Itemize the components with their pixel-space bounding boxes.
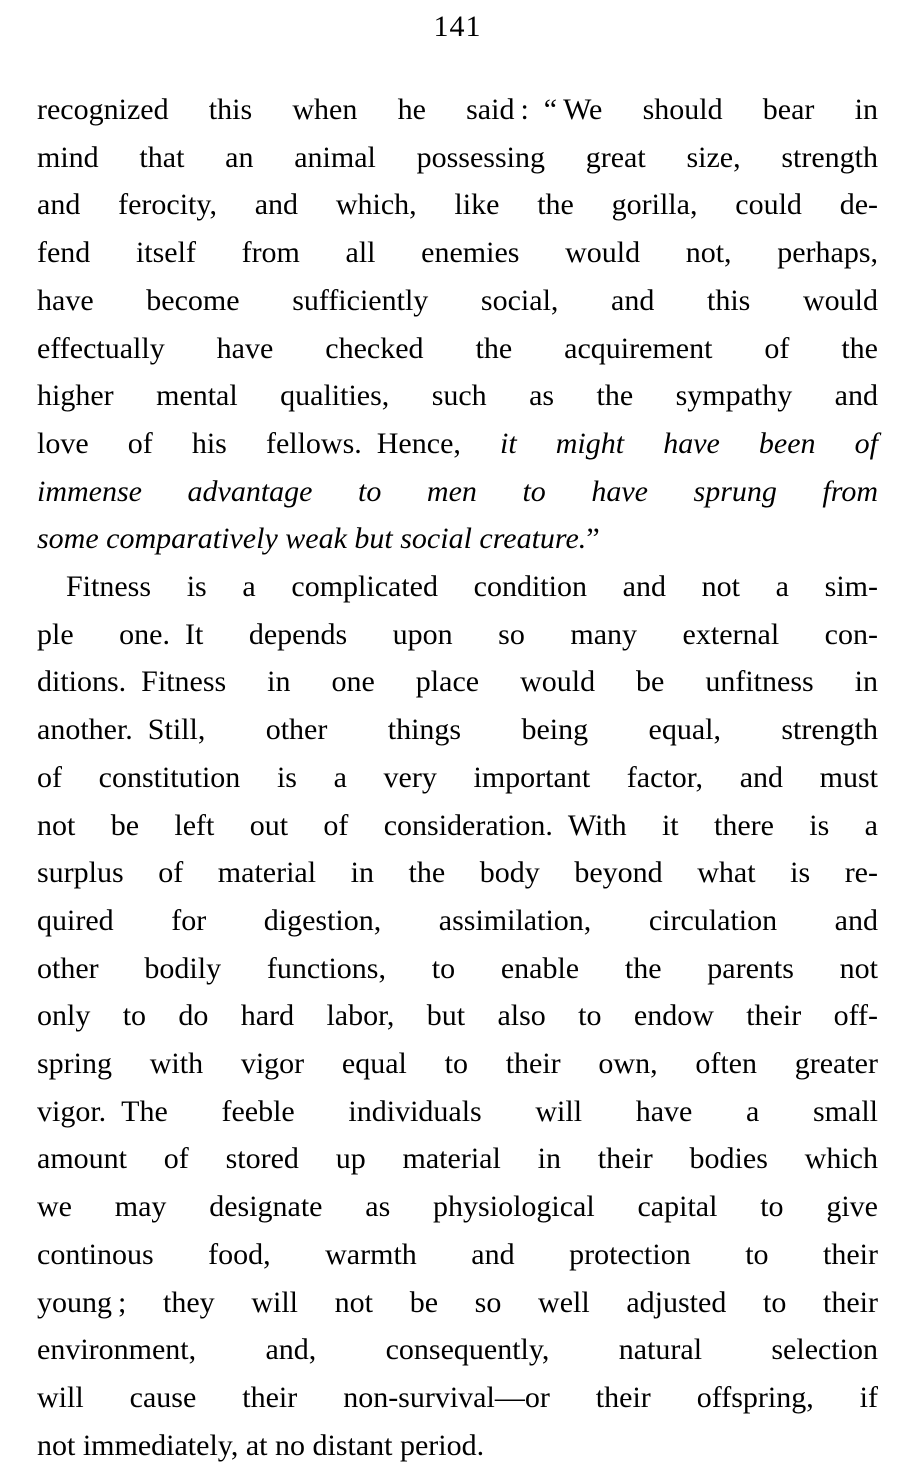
text-line [37, 1231, 878, 1279]
text-segment: environment, and, consequently, natural selection [37, 1333, 878, 1367]
text-segment: vigor. The feeble individuals will have a small [37, 1094, 878, 1128]
text-segment: will cause their non-survival—or their offspring, if [37, 1380, 878, 1414]
text-segment: not be left out of consideration. With it there is a [37, 808, 878, 842]
text-line [37, 1183, 878, 1231]
text-block [37, 86, 878, 1469]
text-line [37, 658, 878, 706]
italic-text-segment: some comparatively weak but social creature. [37, 522, 587, 556]
text-segment: Fitness is a complicated condition and not a sim- [66, 570, 878, 604]
text-line [37, 1088, 878, 1136]
text-segment: of constitution is a very important factor, and must [37, 760, 878, 794]
text-line [37, 945, 878, 993]
text-segment: ple one. It depends upon so many external con- [37, 617, 878, 651]
text-line [37, 897, 878, 945]
text-line [37, 229, 878, 277]
text-line [37, 706, 878, 754]
paragraph [37, 86, 878, 563]
text-segment: effectually have checked the acquirement of the [37, 331, 878, 365]
text-line [37, 849, 878, 897]
text-segment: ” [586, 522, 600, 556]
text-segment: other bodily functions, to enable the parents not [37, 951, 878, 985]
text-line [37, 86, 878, 134]
text-segment: love of his fellows. Hence, [37, 426, 500, 460]
text-segment: fend itself from all enemies would not, perhaps, [37, 236, 878, 270]
text-line [37, 420, 878, 468]
text-line [37, 372, 878, 420]
text-line [37, 468, 878, 516]
text-segment: only to do hard labor, but also to endow their off- [37, 999, 878, 1033]
text-line [37, 1422, 878, 1470]
text-segment: have become sufficiently social, and this would [37, 283, 878, 317]
text-segment: continous food, warmth and protection to their [37, 1237, 878, 1271]
text-segment: spring with vigor equal to their own, often greater [37, 1047, 878, 1081]
text-line [37, 611, 878, 659]
text-line [37, 1279, 878, 1327]
page-number: 141 [433, 10, 482, 43]
paragraph [37, 563, 878, 1469]
text-line [37, 1135, 878, 1183]
text-line [37, 992, 878, 1040]
text-segment: we may designate as physiological capital to give [37, 1190, 878, 1224]
text-line [37, 181, 878, 229]
text-segment: ditions. Fitness in one place would be unfitness in [37, 665, 878, 699]
text-line [37, 563, 878, 611]
italic-text-segment: immense advantage to men to have sprung from [37, 474, 878, 508]
text-segment: higher mental qualities, such as the sympathy and [37, 379, 878, 413]
text-line [37, 802, 878, 850]
text-segment: quired for digestion, assimilation, circulation and [37, 903, 878, 937]
text-line [37, 1326, 878, 1374]
text-segment: mind that an animal possessing great size, strength [37, 140, 878, 174]
text-segment: recognized this when he said : “ We should bear in [37, 93, 878, 126]
text-line [37, 134, 878, 182]
text-segment: another. Still, other things being equal, strength [37, 713, 878, 747]
text-line [37, 325, 878, 373]
text-segment: and ferocity, and which, like the gorilla, could de- [37, 188, 878, 222]
text-segment: amount of stored up material in their bodies which [37, 1142, 878, 1176]
text-segment: not immediately, at no distant period. [37, 1428, 485, 1462]
text-line [37, 1040, 878, 1088]
italic-text-segment: it might have been of [499, 426, 878, 460]
text-segment: surplus of material in the body beyond what is re- [37, 856, 878, 890]
text-line [37, 515, 878, 563]
text-segment: young ; they will not be so well adjusted to their [37, 1285, 878, 1319]
text-line [37, 1374, 878, 1422]
text-line [37, 277, 878, 325]
text-line [37, 754, 878, 802]
